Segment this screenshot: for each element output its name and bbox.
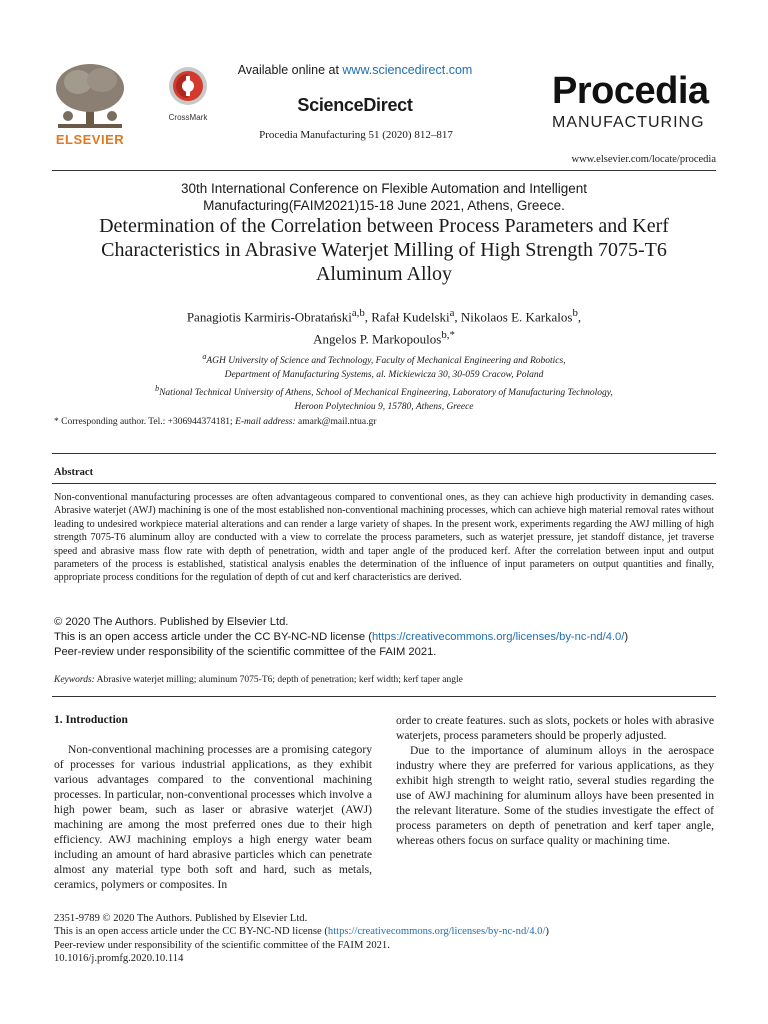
abstract-top-divider [52,453,716,454]
author-name: Nikolaos E. Karkalos [460,309,573,325]
available-prefix: Available online at [237,63,343,77]
author-affiliation-mark: b [572,307,578,319]
license-suffix: ) [624,631,629,643]
affiliation-line: Heroon Polytechniou 9, 15780, Athens, Greece [294,402,474,413]
procedia-subtitle: MANUFACTURING [552,114,705,131]
title-line: Determination of the Correlation between Process Parameters and Kerf [99,215,669,237]
conference-line: Manufacturing(FAIM2021)15-18 June 2021, Athens, Greece. [203,198,565,213]
author-affiliation-mark: a,b [351,307,365,319]
issn-line: 2351-9789 © 2020 The Authors. Published by Elsevier Ltd. [54,913,308,924]
available-online [220,63,490,77]
affiliation-mark: b [155,384,160,393]
footer [54,912,714,966]
intro-paragraph: Non-conventional machining processes are a promising category of processes for various industrial applications, as they exhibit various advantages compared to the conventional machining processes. In particular, non-conventional processes which involve a high power beam, such as laser or abrasive waterjet (AWJ) machining are among the most preferred ones due to their high efficiency. AWJ machining employs a high energy water beam including an amount of hard abrasive particles which can penetrate almost any material type both soft and hard, such as metals, ceramics, polymers or composites. In [54,743,372,891]
crossmark-icon [168,66,208,106]
crossmark-badge[interactable] [164,66,212,122]
peer-review-line: Peer-review under responsibility of the scientific committee of the FAIM 2021. [54,939,390,951]
corresponding-text: * Corresponding author. Tel.: +306944374181; [54,417,236,427]
sciencedirect-link[interactable]: www.sciencedirect.com [342,63,473,77]
keywords [54,675,714,685]
corresponding-author [54,417,714,427]
license-link[interactable]: https://creativecommons.org/licenses/by-nc-nd/4.0/ [371,631,625,643]
footer-license-link[interactable]: https://creativecommons.org/licenses/by-nc-nd/4.0/ [327,926,546,938]
header-divider [52,170,716,171]
keywords-divider [52,696,716,697]
crossmark-label: CrossMark [168,113,208,122]
column-left [54,713,372,892]
procedia-title: Procedia [552,70,709,112]
license-suffix: ) [545,926,549,938]
abstract-heading-divider [52,483,716,484]
email-address[interactable]: amark@mail.ntua.gr [295,417,377,427]
intro-paragraph: Due to the importance of aluminum alloys in the aerospace industry where they are preferred for various applications, as they exhibit high strength to weight ratio, several studies regarding the use of AWJ machining for aluminum alloys have been presented in the relevant literature. Some of the studies investigate the effect of process parameters on depth of penetration and kerf taper angle, whereas others focus on surface quality or machining time. [396,744,714,847]
journal-reference: Procedia Manufacturing 51 (2020) 812–817 [259,129,453,141]
author-name: Angelos P. Markopoulos [313,331,442,347]
procedia-logo [552,72,720,146]
author-name: Panagiotis Karmiris-Obratański [186,309,352,325]
column-right [396,713,714,848]
keywords-label: Keywords: [54,675,95,685]
affiliation-b [100,382,668,414]
author-affiliation-mark: a [449,307,455,319]
abstract-heading: Abstract [54,467,94,478]
elsevier-wordmark: ELSEVIER [55,132,125,147]
elsevier-locate-link[interactable]: www.elsevier.com/locate/procedia [571,154,716,165]
author-name: Rafał Kudelski [371,309,450,325]
email-label: E-mail address: [235,417,296,427]
affiliation-line: Department of Manufacturing Systems, al. Mickiewicza 30, 30-059 Cracow, Poland [224,370,544,381]
copyright-line: © 2020 The Authors. Published by Elsevier Ltd. [54,616,289,628]
paper-title [56,214,712,286]
intro-paragraph-continued: order to create features. such as slots, pockets or holes with abrasive waterjets, process parameters should be properly adjusted. [396,714,714,742]
keywords-text: Abrasive waterjet milling; aluminum 7075-T6; depth of penetration; kerf width; kerf taper angle [94,675,463,685]
affiliation-line: National Technical University of Athens, School of Mechanical Engineering, Laboratory of Manufacturing Technology, [159,388,613,399]
doi[interactable]: 10.1016/j.promfg.2020.10.114 [54,953,184,965]
peer-review-line: Peer-review under responsibility of the scientific committee of the FAIM 2021. [54,646,437,658]
title-line: Characteristics in Abrasive Waterjet Milling of High Strength 7075-T6 [101,239,667,261]
license-prefix: This is an open access article under the CC BY-NC-ND license ( [54,926,328,938]
sciencedirect-title: ScienceDirect [297,95,413,115]
conference-line: 30th International Conference on Flexible Automation and Intelligent [180,181,588,196]
affiliation-mark: a [202,352,207,361]
copyright-block [54,615,714,660]
license-prefix: This is an open access article under the CC BY-NC-ND license ( [54,631,372,643]
section-heading: 1. Introduction [54,714,128,726]
abstract-text: Non-conventional manufacturing processes are often advantageous compared to conventional ones, as they can achieve high productivity in demanding cases. Abrasive waterjet (AWJ) machining is one of the most established non-conventional machining processes, which can achieve high material removal rates without leading to undesired workpiece material alterations and can render a large variety of shapes. In the present work, experiments regarding the AWJ milling of high strength 7075-T6 aluminum alloy are conducted with a view to correlate the process parameters, such as waterjet pressure, jet standoff distance, jet traverse speed and abrasive mass flow rate with depth of penetration, width and taper angle of the produced kerf. After the correlation between input and output parameters of the process is established, statistical analysis enables the determination of the influence of input parameters on output quantities and finally, appropriate process conditions for the regulation of depth of cut and kerf characteristics are derived. [54,492,714,584]
conference-info [100,180,668,214]
author-affiliation-mark: b,* [441,329,455,342]
title-line: Aluminum Alloy [315,263,453,285]
author-list: Panagiotis Karmiris-Obratański$^{a,b}$, Rafał Kudelski$^a$, Nikolaos E. Karkalos$^b$, Angelos P. Markopoulos$^{b,*}$ [186,307,582,347]
affiliation-line: AGH University of Science and Technology, Faculty of Mechanical Engineering and Robotics, [206,356,566,367]
affiliation-a [100,350,668,382]
